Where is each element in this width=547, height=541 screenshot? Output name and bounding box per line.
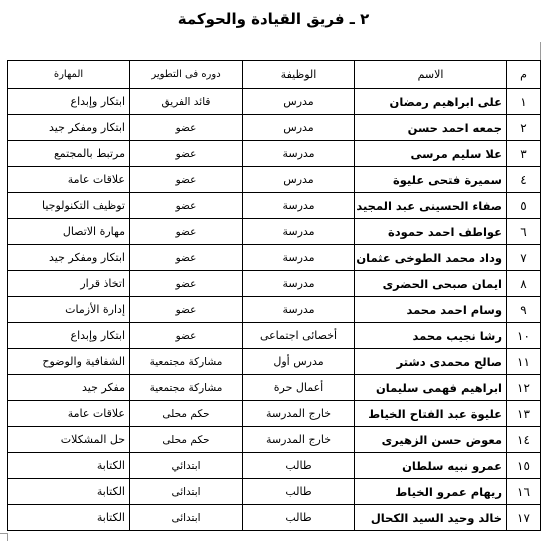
cell-role: مشاركة مجتمعية: [130, 375, 243, 401]
header-role: دوره فى التطوير: [130, 61, 243, 89]
cell-name: معوض حسن الزهيرى: [355, 427, 507, 453]
cell-skill: الكتابة: [8, 505, 130, 531]
cell-skill: علاقات عامة: [8, 167, 130, 193]
cell-job: خارج المدرسة: [243, 427, 355, 453]
cell-name: صفاء الحسينى عبد المجيد: [355, 193, 507, 219]
cell-num: ٨: [507, 271, 541, 297]
cell-name: سميرة فتحى عليوة: [355, 167, 507, 193]
cell-name: عليوة عبد الفتاح الخياط: [355, 401, 507, 427]
table-row: [8, 323, 541, 349]
table-row: [8, 349, 541, 375]
cell-skill: ابتكار ومفكر جيد: [8, 245, 130, 271]
cell-num: ٩: [507, 297, 541, 323]
cell-name: رشا نجيب محمد: [355, 323, 507, 349]
cell-name: ابراهيم فهمى سليمان: [355, 375, 507, 401]
table-row: [8, 115, 541, 141]
cell-role: ابتدائى: [130, 505, 243, 531]
cell-role: حكم محلى: [130, 401, 243, 427]
table-header-row: [8, 61, 541, 89]
cell-num: ١: [507, 89, 541, 115]
cell-name: ريهام عمرو الخياط: [355, 479, 507, 505]
cell-role: مشاركة مجتمعية: [130, 349, 243, 375]
cell-job: أعمال حرة: [243, 375, 355, 401]
cell-role: عضو: [130, 271, 243, 297]
cell-role: ابتدائى: [130, 479, 243, 505]
cell-job: مدرسة: [243, 219, 355, 245]
cell-num: ٧: [507, 245, 541, 271]
cell-job: طالب: [243, 479, 355, 505]
cell-job: مدرس: [243, 167, 355, 193]
cell-num: ٦: [507, 219, 541, 245]
cell-name: ايمان صبحى الحضرى: [355, 271, 507, 297]
table-row: [8, 167, 541, 193]
cell-role: ابتدائي: [130, 453, 243, 479]
table-row: [8, 297, 541, 323]
cell-role: عضو: [130, 141, 243, 167]
header-name: الاسم: [355, 61, 507, 89]
cell-skill: إدارة الأزمات: [8, 297, 130, 323]
header-job: الوظيفة: [243, 61, 355, 89]
cell-name: خالد وحيد السيد الكحال: [355, 505, 507, 531]
cell-role: عضو: [130, 323, 243, 349]
cell-num: ٤: [507, 167, 541, 193]
cell-job: مدرسة: [243, 141, 355, 167]
cell-job: أخصائى اجتماعى: [243, 323, 355, 349]
cell-skill: توظيف التكنولوجيا: [8, 193, 130, 219]
cell-skill: علاقات عامة: [8, 401, 130, 427]
table-row: [8, 479, 541, 505]
cell-num: ١١: [507, 349, 541, 375]
cell-name: علا سليم مرسى: [355, 141, 507, 167]
table-row: [8, 193, 541, 219]
cell-num: ١٥: [507, 453, 541, 479]
cell-num: ١٦: [507, 479, 541, 505]
team-table: [7, 60, 541, 531]
cell-skill: حل المشكلات: [8, 427, 130, 453]
cell-num: ١٠: [507, 323, 541, 349]
cell-job: مدرس: [243, 115, 355, 141]
page-margin-mark: [540, 42, 547, 60]
header-num: م: [507, 61, 541, 89]
header-skill: المهارة: [8, 61, 130, 89]
table-row: [8, 427, 541, 453]
cell-job: خارج المدرسة: [243, 401, 355, 427]
cell-role: قائد الفريق: [130, 89, 243, 115]
cell-role: حكم محلى: [130, 427, 243, 453]
cell-job: مدرسة: [243, 297, 355, 323]
cell-role: عضو: [130, 115, 243, 141]
cell-skill: الكتابة: [8, 453, 130, 479]
cell-num: ٥: [507, 193, 541, 219]
cell-num: ٢: [507, 115, 541, 141]
table-row: [8, 271, 541, 297]
cell-job: مدرس: [243, 89, 355, 115]
table-row: [8, 453, 541, 479]
cell-name: صالح محمدى دشتر: [355, 349, 507, 375]
cell-skill: الشفافية والوضوح: [8, 349, 130, 375]
cell-role: عضو: [130, 167, 243, 193]
cell-num: ٣: [507, 141, 541, 167]
cell-role: عضو: [130, 297, 243, 323]
cell-name: وسام احمد محمد: [355, 297, 507, 323]
table-row: [8, 505, 541, 531]
cell-skill: ابتكار وإبداع: [8, 323, 130, 349]
cell-name: وداد محمد الطوخى عثمان: [355, 245, 507, 271]
cell-num: ١٤: [507, 427, 541, 453]
cell-name: عواطف احمد حمودة: [355, 219, 507, 245]
cell-job: مدرسة: [243, 245, 355, 271]
cell-skill: ابتكار ومفكر جيد: [8, 115, 130, 141]
cell-skill: مهارة الاتصال: [8, 219, 130, 245]
cell-job: مدرس أول: [243, 349, 355, 375]
cell-job: مدرسة: [243, 271, 355, 297]
section-title: ٢ ـ فريق القيادة والحوكمة: [177, 10, 370, 28]
cell-skill: ابتكار وإبداع: [8, 89, 130, 115]
cell-num: ١٣: [507, 401, 541, 427]
cell-role: عضو: [130, 193, 243, 219]
table-row: [8, 89, 541, 115]
cell-role: عضو: [130, 219, 243, 245]
table-body: [8, 89, 541, 531]
cell-skill: اتخاذ قرار: [8, 271, 130, 297]
table-row: [8, 401, 541, 427]
cell-role: عضو: [130, 245, 243, 271]
cell-num: ١٧: [507, 505, 541, 531]
table-row: [8, 219, 541, 245]
table-row: [8, 375, 541, 401]
cell-skill: الكتابة: [8, 479, 130, 505]
cell-job: طالب: [243, 505, 355, 531]
cell-num: ١٢: [507, 375, 541, 401]
cell-name: عمرو نبيه سلطان: [355, 453, 507, 479]
cell-skill: مرتبط بالمجتمع: [8, 141, 130, 167]
table-row: [8, 245, 541, 271]
cell-job: مدرسة: [243, 193, 355, 219]
table-row: [8, 141, 541, 167]
cell-name: جمعه احمد حسن: [355, 115, 507, 141]
cell-name: على ابراهيم رمضان: [355, 89, 507, 115]
cell-skill: مفكر جيد: [8, 375, 130, 401]
cell-job: طالب: [243, 453, 355, 479]
